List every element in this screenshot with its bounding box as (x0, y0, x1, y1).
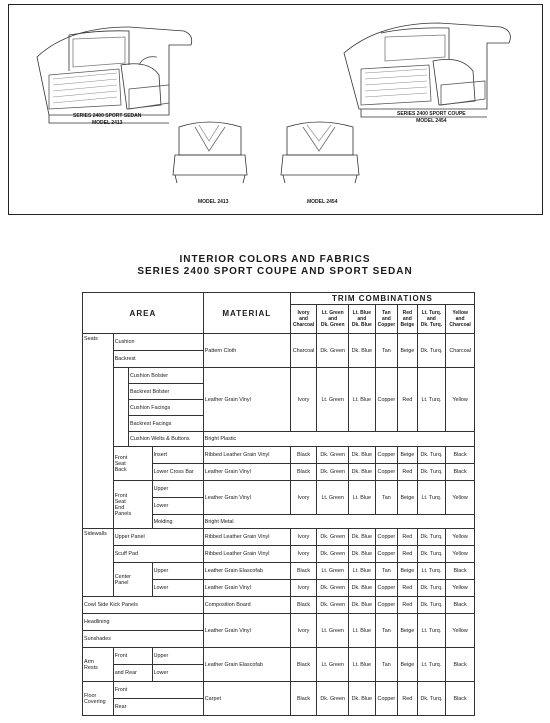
area-center-panel (113, 563, 152, 597)
table-row (83, 597, 475, 614)
trim-col-7-a: Yellow (452, 310, 468, 316)
cell: Lt. Blue (349, 368, 376, 432)
area-insert: Insert (152, 447, 203, 464)
cell: Red (398, 682, 417, 716)
area-headlining: Headlining (83, 614, 204, 631)
material-composition-board: Composition Board (203, 597, 290, 614)
area-cushion: Cushion (113, 334, 203, 351)
cell: Lt. Green (317, 368, 349, 432)
floor-covering-1: Floor (84, 692, 97, 699)
cell: Dk. Blue (349, 597, 376, 614)
cell: Black (290, 464, 317, 481)
cell: Black (446, 447, 475, 464)
area-backrest: Backrest (113, 351, 203, 368)
cell: Copper (375, 546, 398, 563)
trim-col-2-c: Dk. Green (320, 322, 345, 328)
material-bright-metal: Bright Metal (203, 515, 474, 529)
cell: Red (398, 368, 417, 432)
area-backrest-bolster: Backrest Bolster (129, 384, 204, 400)
cell: Dk. Turq. (417, 447, 446, 464)
cell: Dk. Turq. (417, 597, 446, 614)
material-ribbed-vinyl: Ribbed Leather Grain Vinyl (203, 447, 290, 464)
cell: Copper (375, 464, 398, 481)
coupe-caption (397, 111, 466, 125)
cell: Ivory (290, 368, 317, 432)
cell: Lt. Blue (349, 481, 376, 515)
area-lower-cross-bar: Lower Cross Bar (152, 464, 203, 481)
coupe-caption-model: MODEL 2454 (416, 118, 447, 124)
cell: Yellow (446, 546, 475, 563)
trim-col-5 (398, 305, 417, 334)
sport-sedan-drawing (37, 27, 192, 123)
cell: Dk. Blue (349, 546, 376, 563)
illustration-panel (8, 4, 543, 215)
cell: Black (446, 464, 475, 481)
page-subtitle: SERIES 2400 SPORT COUPE AND SPORT SEDAN (137, 266, 413, 277)
cell: Dk. Blue (349, 682, 376, 716)
material-elascofab: Leather Grain Elascofab (203, 648, 290, 682)
center-panel-2: Panel (114, 579, 129, 586)
material-leather-grain-vinyl: Leather Grain Vinyl (203, 481, 290, 515)
trim-col-4-b: and (381, 316, 391, 322)
area-front-seat-end-panels (113, 481, 152, 529)
cell: Lt. Blue (349, 614, 376, 648)
trim-col-6 (417, 305, 446, 334)
cell: Copper (375, 580, 398, 597)
cell: Black (290, 563, 317, 580)
table-row (83, 481, 475, 498)
trim-col-5-a: Red (402, 310, 413, 316)
end-panels-1: Front (114, 492, 128, 499)
trim-col-7-c: Charcoal (449, 322, 471, 328)
area-lower: Lower (152, 665, 203, 682)
cell: Yellow (446, 580, 475, 597)
area-backrest-facings: Backrest Facings (129, 416, 204, 432)
trim-col-6-b: and (426, 316, 436, 322)
cell: Tan (375, 648, 398, 682)
area-cushion-facings: Cushion Facings (129, 400, 204, 416)
trim-col-3-b: and (357, 316, 367, 322)
material-leather-grain-vinyl: Leather Grain Vinyl (203, 368, 290, 432)
cell: Dk. Green (317, 334, 349, 368)
arm-rests-1: Arm (84, 658, 94, 665)
cell: Red (398, 580, 417, 597)
area-lower: Lower (152, 498, 203, 515)
seat-model-2413-drawing (173, 122, 247, 183)
table-row (83, 529, 475, 546)
cell: Dk. Blue (349, 529, 376, 546)
trim-col-5-c: Beige (400, 322, 415, 328)
cell: Black (290, 447, 317, 464)
cell: Copper (375, 447, 398, 464)
cell: Black (290, 597, 317, 614)
cell: Dk. Blue (349, 447, 376, 464)
trim-col-3-a: Lt. Blue (352, 310, 372, 316)
trim-col-1-c: Charcoal (292, 322, 315, 328)
cell: Red (398, 464, 417, 481)
cell: Dk. Green (317, 682, 349, 716)
cell: Dk. Turq. (417, 682, 446, 716)
cell: Dk. Green (317, 546, 349, 563)
area-cowl-side-kick-panels: Cowl Side Kick Panels (83, 597, 204, 614)
material-leather-grain-vinyl: Leather Grain Vinyl (203, 580, 290, 597)
trim-col-6-c: Dk. Turq. (420, 322, 443, 328)
area-upper: Upper (152, 563, 203, 580)
end-panels-2: Seat (114, 498, 126, 505)
cell: Lt. Green (317, 648, 349, 682)
table-row (83, 614, 475, 631)
cell: Lt. Turq. (417, 368, 446, 432)
area-rear: Rear (113, 699, 203, 716)
area-sunshades: Sunshades (83, 631, 204, 648)
front-seat-back-1: Front (114, 454, 128, 461)
cell: Dk. Green (317, 464, 349, 481)
coupe-caption-series: SERIES 2400 SPORT COUPE (397, 111, 466, 117)
cell: Dk. Green (317, 447, 349, 464)
cell: Lt. Turq. (417, 614, 446, 648)
cell: Red (398, 546, 417, 563)
front-seat-back-2: Seat (114, 460, 126, 467)
sedan-caption (73, 113, 141, 127)
cell: Tan (375, 334, 398, 368)
trim-col-7 (446, 305, 475, 334)
trim-col-1-b: and (299, 316, 308, 322)
cell: Lt. Blue (349, 648, 376, 682)
cell: Tan (375, 481, 398, 515)
cell: Charcoal (446, 334, 475, 368)
cell: Black (290, 682, 317, 716)
cell: Dk. Turq. (417, 464, 446, 481)
area-scuff-pad: Scuff Pad (113, 546, 203, 563)
trim-col-2-b: and (328, 316, 338, 322)
cell: Tan (375, 563, 398, 580)
cell: Beige (398, 447, 417, 464)
material-ribbed-vinyl: Ribbed Leather Grain Vinyl (203, 529, 290, 546)
sport-coupe-drawing (344, 23, 510, 117)
area-and-rear: and Rear (113, 665, 152, 682)
area-lower: Lower (152, 580, 203, 597)
trim-col-1-a: Ivory (297, 310, 310, 316)
cell: Lt. Turq. (417, 481, 446, 515)
cell: Yellow (446, 368, 475, 432)
area-front-seat-back (113, 447, 152, 481)
material-ribbed-vinyl: Ribbed Leather Grain Vinyl (203, 546, 290, 563)
cell: Black (446, 648, 475, 682)
cell: Yellow (446, 614, 475, 648)
area-cushion-bolster: Cushion Bolster (129, 368, 204, 384)
cell: Lt. Turq. (417, 648, 446, 682)
area-front: Front (113, 648, 152, 665)
area-upper: Upper (152, 481, 203, 498)
front-seat-back-3: Back (114, 466, 127, 473)
cell: Ivory (290, 481, 317, 515)
cell: Beige (398, 614, 417, 648)
trim-col-1 (290, 305, 317, 334)
sedan-caption-model: MODEL 2413 (91, 120, 123, 126)
cell: Charcoal (290, 334, 317, 368)
cell: Black (446, 563, 475, 580)
table-row (83, 563, 475, 580)
cell: Red (398, 529, 417, 546)
center-panel-1: Center (114, 573, 131, 580)
area-header: AREA (83, 293, 204, 334)
material-leather-grain-vinyl: Leather Grain Vinyl (203, 464, 290, 481)
cell: Dk. Green (317, 597, 349, 614)
trim-col-3-c: Dk. Blue (351, 322, 372, 328)
table-row (83, 546, 475, 563)
area-floor-covering (83, 682, 114, 716)
material-bright-plastic: Bright Plastic (203, 432, 474, 447)
area-sidewalls: Sidewalls (83, 529, 114, 597)
cell: Ivory (290, 614, 317, 648)
area-arm-rests (83, 648, 114, 682)
trim-col-7-b: and (455, 316, 465, 322)
area-upper-panel: Upper Panel (113, 529, 203, 546)
end-panels-3: End (114, 504, 125, 511)
cell: Lt. Green (317, 563, 349, 580)
cell: Red (398, 597, 417, 614)
area-molding: Molding (152, 515, 203, 529)
cell: Dk. Turq. (417, 546, 446, 563)
material-pattern-cloth: Pattern Cloth (203, 334, 290, 368)
cell: Copper (375, 529, 398, 546)
header-row (83, 293, 475, 305)
cell: Ivory (290, 529, 317, 546)
area-front: Front (113, 682, 203, 699)
table-row (83, 432, 475, 447)
trim-col-2-a: Lt. Green (321, 310, 344, 316)
cell: Dk. Green (317, 529, 349, 546)
interior-illustrations (9, 5, 541, 213)
page-title: INTERIOR COLORS AND FABRICS (179, 254, 371, 265)
cell: Beige (398, 563, 417, 580)
seat-model-2454-drawing (281, 122, 359, 183)
seat-left-caption: MODEL 2413 (198, 199, 229, 205)
cell: Beige (398, 334, 417, 368)
cell: Lt. Green (317, 614, 349, 648)
cell: Dk. Green (317, 580, 349, 597)
cell: Copper (375, 368, 398, 432)
cell: Black (446, 597, 475, 614)
trim-col-2 (317, 305, 349, 334)
trim-col-4 (375, 305, 398, 334)
cell: Black (446, 682, 475, 716)
trim-combinations-header: TRIM COMBINATIONS (290, 293, 474, 305)
table-row (83, 447, 475, 464)
trim-table (82, 292, 475, 716)
cell: Tan (375, 614, 398, 648)
cell: Dk. Blue (349, 334, 376, 368)
cell: Ivory (290, 580, 317, 597)
trim-col-6-a: Lt. Turq. (421, 310, 442, 316)
material-elascofab: Leather Grain Elascofab (203, 563, 290, 580)
cell: Dk. Blue (349, 580, 376, 597)
cell: Yellow (446, 481, 475, 515)
cell: Lt. Blue (349, 563, 376, 580)
area-upper: Upper (152, 648, 203, 665)
cell: Lt. Green (317, 481, 349, 515)
material-header: MATERIAL (203, 293, 290, 334)
area-seats: Seats (83, 334, 114, 529)
cell: Beige (398, 481, 417, 515)
trim-col-3 (349, 305, 376, 334)
table-row (83, 368, 475, 384)
area-cushion-welts: Cushion Welts & Buttons (129, 432, 204, 447)
material-carpet: Carpet (203, 682, 290, 716)
table-row (83, 682, 475, 699)
material-leather-grain-vinyl: Leather Grain Vinyl (203, 614, 290, 648)
table-row (83, 648, 475, 665)
cell: Copper (375, 597, 398, 614)
arm-rests-2: Rests (84, 664, 98, 671)
cell: Beige (398, 648, 417, 682)
cell: Lt. Turq. (417, 563, 446, 580)
cell: Ivory (290, 546, 317, 563)
trim-col-5-b: and (402, 316, 412, 322)
sedan-caption-series: SERIES 2400 SPORT SEDAN (73, 113, 142, 119)
cell: Dk. Turq. (417, 529, 446, 546)
cell: Dk. Blue (349, 464, 376, 481)
seat-right-caption: MODEL 2454 (307, 199, 338, 205)
cell: Yellow (446, 529, 475, 546)
end-panels-4: Panels (114, 510, 132, 517)
cell: Dk. Turq. (417, 580, 446, 597)
cell: Black (290, 648, 317, 682)
floor-covering-2: Covering (84, 698, 106, 705)
trim-col-4-c: Copper (377, 322, 396, 328)
table-row (83, 334, 475, 351)
cell: Copper (375, 682, 398, 716)
cell: Dk. Turq. (417, 334, 446, 368)
trim-col-4-a: Tan (382, 310, 391, 316)
